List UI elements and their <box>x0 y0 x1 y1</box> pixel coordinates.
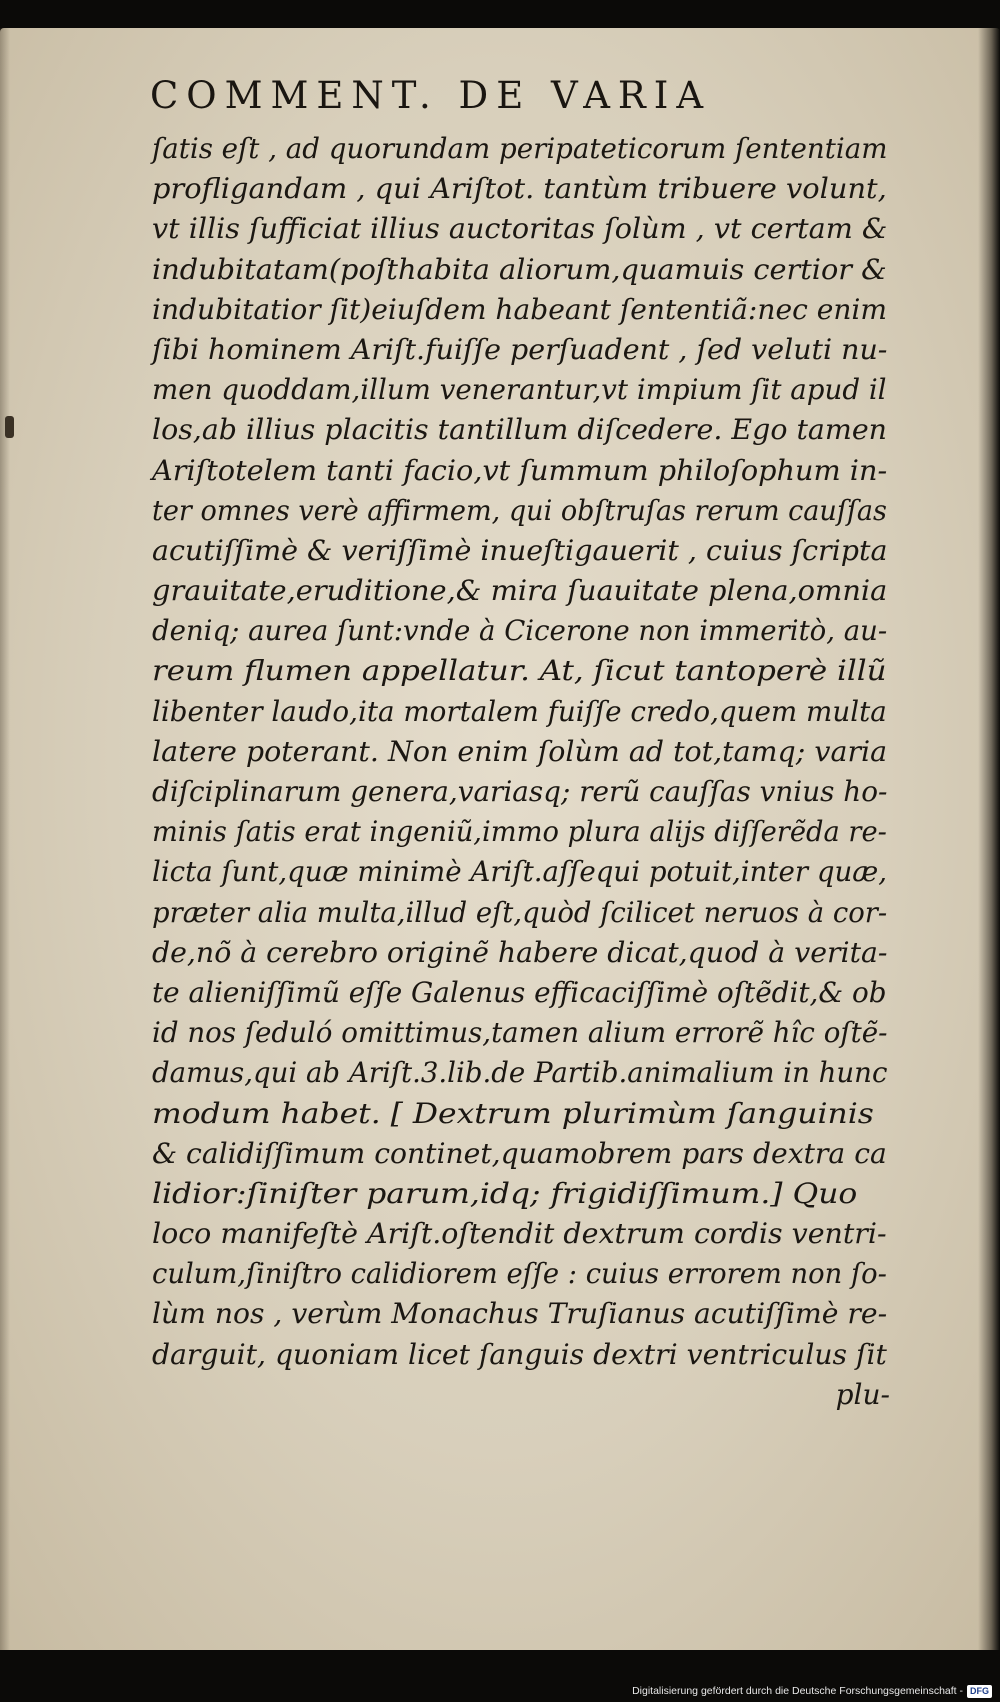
text-line: minis ſatis erat ingeniũ,immo plura alijs diſſerẽda re- <box>152 815 887 849</box>
text-line: latere poterant. Non enim ſolùm ad tot,tamq; varia <box>152 734 888 768</box>
text-line: acutiſſimè & veriſſimè inueſtigauerit , cuius ſcripta <box>152 533 888 567</box>
text-line: & calidiſſimum continet,quamobrem pars dextra ca <box>152 1136 887 1170</box>
text-line: damus,qui ab Ariſt.3.lib.de Partib.animalium in hunc <box>152 1056 888 1090</box>
text-line: culum,ſiniſtro calidiorem eſſe : cuius errorem non ſo- <box>152 1257 887 1291</box>
text-line: modum habet. [ Dextrum plurimùm ſanguinis <box>152 1096 874 1130</box>
text-line: licta ſunt,quæ minimè Ariſt.aſſequi potuit,inter quæ, <box>152 855 888 889</box>
text-line: profligandam , qui Ariſtot. tantùm tribuere volunt, <box>152 172 887 206</box>
text-line: de,nõ à cerebro originẽ habere dicat,quod à verita- <box>152 935 888 969</box>
text-line: los,ab illius placitis tantillum diſcedere. Ego tamen <box>152 413 887 447</box>
text-line: præter alia multa,illud eſt,quòd ſcilicet neruos à cor- <box>152 895 888 929</box>
text-line: plu- <box>835 1377 890 1411</box>
footer-credit <box>632 1682 992 1700</box>
text-line: grauitate,eruditione,& mira ſuauitate plena,omnia <box>152 574 888 608</box>
text-line: id nos ſeduló omittimus,tamen alium errorẽ hîc oſtẽ- <box>152 1016 888 1050</box>
page-gutter-shadow <box>0 28 10 1650</box>
text-line: lùm nos , verùm Monachus Truſianus acutiſſimè re- <box>152 1297 888 1331</box>
body-text <box>152 129 912 1415</box>
text-line: lidior:ſiniſter parum,idq; frigidiſſimum.] Quo <box>152 1176 858 1210</box>
text-line: men quoddam,illum venerantur,vt impium ſit apud il <box>152 373 887 407</box>
dfg-logo: DFG <box>967 1685 992 1698</box>
text-line: deniq; aurea ſunt:vnde à Cicerone non immeritò, au- <box>152 614 888 648</box>
text-line: Ariſtotelem tanti facio,vt ſummum philoſophum in- <box>152 453 888 487</box>
text-line: te alieniſſimũ eſſe Galenus efficaciſſimè oſtẽdit,& ob <box>152 975 887 1009</box>
text-line: ſatis eſt , ad quorundam peripateticorum ſententiam <box>152 132 888 165</box>
text-line: indubitatam(poſthabita aliorum,quamuis certior & <box>152 252 887 286</box>
margin-mark <box>5 416 14 438</box>
text-line: diſciplinarum genera,variasq; rerũ cauſſas vnius ho- <box>152 775 888 808</box>
text-line: darguit, quoniam licet ſanguis dextri ventriculus ſit <box>152 1337 887 1371</box>
text-line: vt illis ſufficiat illius auctoritas ſolùm , vt certam & <box>152 212 888 246</box>
text-line: indubitatior ſit)eiuſdem habeant ſententiã:nec enim <box>152 292 888 326</box>
text-line: ſibi hominem Ariſt.fuiſſe perſuadent , ſed veluti nu- <box>152 332 888 366</box>
text-line: reum flumen appellatur. At, ſicut tantoperè illũ <box>152 654 887 688</box>
text-line: loco manifeſtè Ariſt.oſtendit dextrum cordis ventri- <box>152 1217 887 1251</box>
page-edge-shadow <box>978 28 1000 1650</box>
footer-credit-text: Digitalisierung gefördert durch die Deutsche Forschungsgemeinschaft - <box>632 1685 963 1697</box>
text-line: ter omnes verè affirmem, qui obſtruſas rerum cauſſas <box>152 493 887 527</box>
text-line: libenter laudo,ita mortalem fuiſſe credo,quem multa <box>152 694 887 728</box>
running-head: COMMENT. DE VARIA <box>150 74 712 117</box>
